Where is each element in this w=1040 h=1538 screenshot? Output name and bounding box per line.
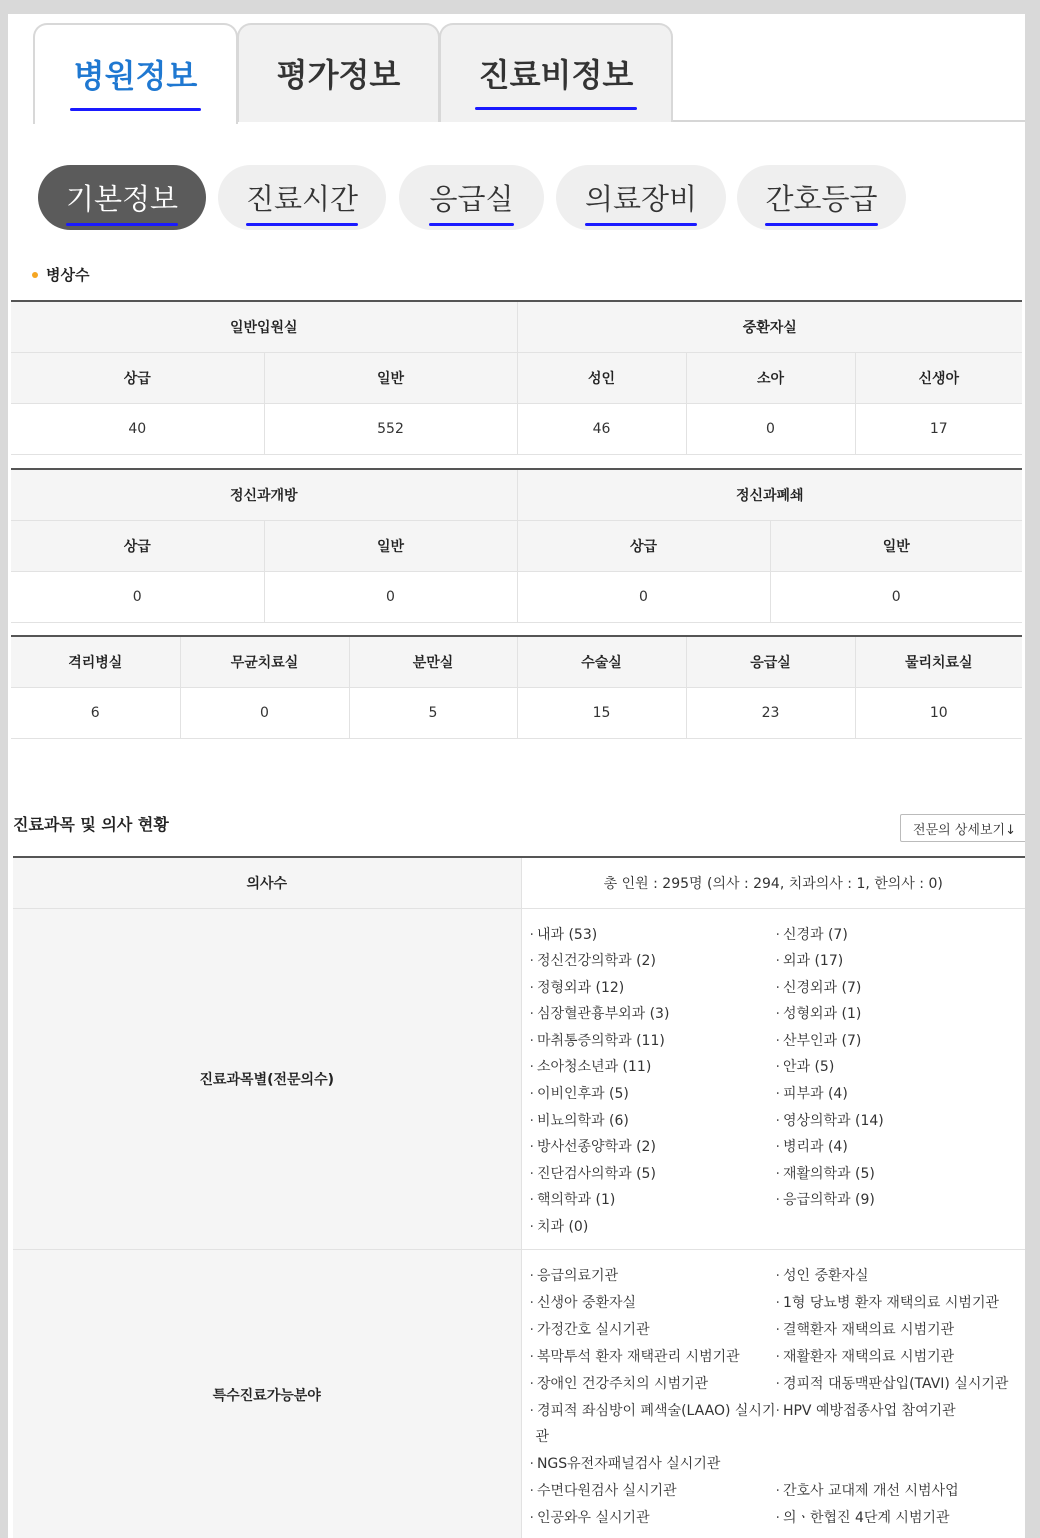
table-row — [11, 571, 1022, 622]
tab-evaluation-info[interactable] — [237, 23, 440, 122]
list-item: · 성인 중환자실 — [776, 1263, 1022, 1290]
header-child: 소아 — [686, 352, 855, 403]
value-cell: 15 — [517, 687, 686, 738]
header-general-ward: 일반입원실 — [11, 301, 517, 352]
value-cell: 552 — [264, 403, 517, 454]
header-psych-open: 정신과개방 — [11, 469, 517, 520]
list-item: · 정신건강의학과 (2) — [530, 948, 776, 975]
header-icu: 중환자실 — [517, 301, 1022, 352]
table-row — [13, 857, 1025, 908]
header-operating-room: 수술실 — [517, 636, 686, 687]
subtab-emergency[interactable] — [399, 165, 544, 230]
list-item: · HPV 예방접종사업 참여기관 — [776, 1398, 1022, 1451]
list-item: · 응급의학과 (9) — [776, 1187, 1022, 1214]
list-item: · 안과 (5) — [776, 1054, 1022, 1081]
doctors-section-title: 진료과목 및 의사 현황 — [13, 815, 169, 834]
value-cell: 0 — [264, 571, 517, 622]
top-tab-bar — [8, 14, 1025, 122]
list-item: · 간호사 교대제 개선 시범사업 — [776, 1478, 1022, 1505]
list-item: · 경피적 좌심방이 폐색술(LAAO) 실시기관 — [530, 1398, 776, 1451]
special-care-list-right — [776, 1263, 1022, 1532]
list-item: · 1형 당뇨병 환자 재택의료 시범기관 — [776, 1290, 1022, 1317]
subtab-hours-label: 진료시간 — [246, 177, 358, 218]
department-list-cell — [521, 908, 1025, 1249]
list-item: · 핵의학과 (1) — [530, 1187, 776, 1214]
value-cell: 0 — [517, 571, 770, 622]
header-premium: 상급 — [11, 520, 264, 571]
tab-cost-info-label: 진료비정보 — [479, 50, 634, 98]
special-care-label: 특수진료가능분야 — [13, 1249, 521, 1538]
list-item: · 병리과 (4) — [776, 1134, 1022, 1161]
tab-cost-info[interactable] — [439, 23, 673, 122]
hospital-info-page — [8, 14, 1025, 1538]
specialist-detail-button[interactable]: 전문의 상세보기↓ — [900, 814, 1025, 842]
list-item: · 진단검사의학과 (5) — [530, 1161, 776, 1188]
list-item: · 외과 (17) — [776, 948, 1022, 975]
special-care-list-left — [530, 1263, 776, 1532]
header-delivery-room: 분만실 — [349, 636, 517, 687]
beds-title-text: 병상수 — [46, 266, 90, 284]
doctor-count-label: 의사수 — [13, 857, 521, 908]
table-row — [13, 1249, 1025, 1538]
list-item: · 복막투석 환자 재택관리 시범기관 — [530, 1344, 776, 1371]
doctor-count-value: 총 인원 : 295명 (의사 : 294, 치과의사 : 1, 한의사 : 0) — [521, 857, 1025, 908]
value-cell: 0 — [770, 571, 1022, 622]
list-item: · 영상의학과 (14) — [776, 1108, 1022, 1135]
header-sterile-room: 무균치료실 — [180, 636, 349, 687]
list-item: · 방사선종양학과 (2) — [530, 1134, 776, 1161]
tab-hospital-info[interactable] — [33, 23, 238, 124]
list-item: · 수면다원검사 실시기관 — [530, 1478, 776, 1505]
subtab-equipment-label: 의료장비 — [585, 177, 697, 218]
value-cell: 23 — [686, 687, 855, 738]
list-item: · 이비인후과 (5) — [530, 1081, 776, 1108]
header-psych-closed: 정신과폐쇄 — [517, 469, 1022, 520]
value-cell: 0 — [180, 687, 349, 738]
doctors-table — [13, 856, 1025, 1538]
header-emergency-room: 응급실 — [686, 636, 855, 687]
department-list-left — [530, 922, 776, 1241]
header-premium: 상급 — [11, 352, 264, 403]
table-row — [11, 403, 1022, 454]
list-item: · 신생아 중환자실 — [530, 1290, 776, 1317]
list-item: · 마취통증의학과 (11) — [530, 1028, 776, 1055]
subtab-hours[interactable] — [218, 165, 386, 230]
subtab-nursing-grade-label: 간호등급 — [765, 177, 877, 218]
header-adult: 성인 — [517, 352, 686, 403]
value-cell: 0 — [11, 571, 264, 622]
list-item: · 신경외과 (7) — [776, 975, 1022, 1002]
department-label: 진료과목별(전문의수) — [13, 908, 521, 1249]
subtab-emergency-label: 응급실 — [429, 177, 513, 218]
subtab-equipment[interactable] — [556, 165, 726, 230]
list-item: · 산부인과 (7) — [776, 1028, 1022, 1055]
value-cell: 5 — [349, 687, 517, 738]
list-item: · 결핵환자 재택의료 시범기관 — [776, 1317, 1022, 1344]
value-cell: 0 — [686, 403, 855, 454]
value-cell: 10 — [855, 687, 1022, 738]
beds-table-special-rooms — [11, 635, 1022, 739]
list-item: · 경피적 대동맥판삽입(TAVI) 실시기관 — [776, 1371, 1022, 1398]
list-item: · 응급의료기관 — [530, 1263, 776, 1290]
list-item: · 재활의학과 (5) — [776, 1161, 1022, 1188]
value-cell: 40 — [11, 403, 264, 454]
department-list-right — [776, 922, 1022, 1241]
table-row — [11, 687, 1022, 738]
value-cell: 17 — [855, 403, 1022, 454]
bullet-dot-icon — [32, 272, 38, 278]
header-general: 일반 — [770, 520, 1022, 571]
subtab-basic-info-label: 기본정보 — [66, 177, 178, 218]
table-row — [13, 908, 1025, 1249]
list-item: · 치과 (0) — [530, 1214, 776, 1241]
special-care-list-cell — [521, 1249, 1025, 1538]
list-item: · 인공와우 실시기관 — [530, 1505, 776, 1532]
header-premium: 상급 — [517, 520, 770, 571]
list-item: · NGS유전자패널검사 실시기관 — [530, 1451, 776, 1478]
list-item: · 심장혈관흉부외과 (3) — [530, 1001, 776, 1028]
tab-hospital-info-label: 병원정보 — [74, 51, 198, 99]
list-item: · 정형외과 (12) — [530, 975, 776, 1002]
header-isolation-room: 격리병실 — [11, 636, 180, 687]
list-item: · 장애인 건강주치의 시범기관 — [530, 1371, 776, 1398]
subtab-nursing-grade[interactable] — [737, 165, 906, 230]
header-physio-room: 물리치료실 — [855, 636, 1022, 687]
beds-section-title — [32, 264, 89, 285]
list-item: · 의ㆍ한협진 4단계 시범기관 — [776, 1505, 1022, 1532]
header-general: 일반 — [264, 352, 517, 403]
list-item: · 신경과 (7) — [776, 922, 1022, 949]
header-newborn: 신생아 — [855, 352, 1022, 403]
subtab-basic-info[interactable] — [38, 165, 206, 230]
list-item: · 가정간호 실시기관 — [530, 1317, 776, 1344]
list-item: · 비뇨의학과 (6) — [530, 1108, 776, 1135]
list-item: · 피부과 (4) — [776, 1081, 1022, 1108]
list-item: · 재활환자 재택의료 시범기관 — [776, 1344, 1022, 1371]
header-general: 일반 — [264, 520, 517, 571]
beds-table-psychiatric — [11, 468, 1022, 623]
value-cell: 6 — [11, 687, 180, 738]
list-item: · 소아청소년과 (11) — [530, 1054, 776, 1081]
beds-table-general-icu — [11, 300, 1022, 455]
value-cell: 46 — [517, 403, 686, 454]
list-item: · 내과 (53) — [530, 922, 776, 949]
list-item: · 성형외과 (1) — [776, 1001, 1022, 1028]
tab-evaluation-info-label: 평가정보 — [276, 55, 401, 94]
